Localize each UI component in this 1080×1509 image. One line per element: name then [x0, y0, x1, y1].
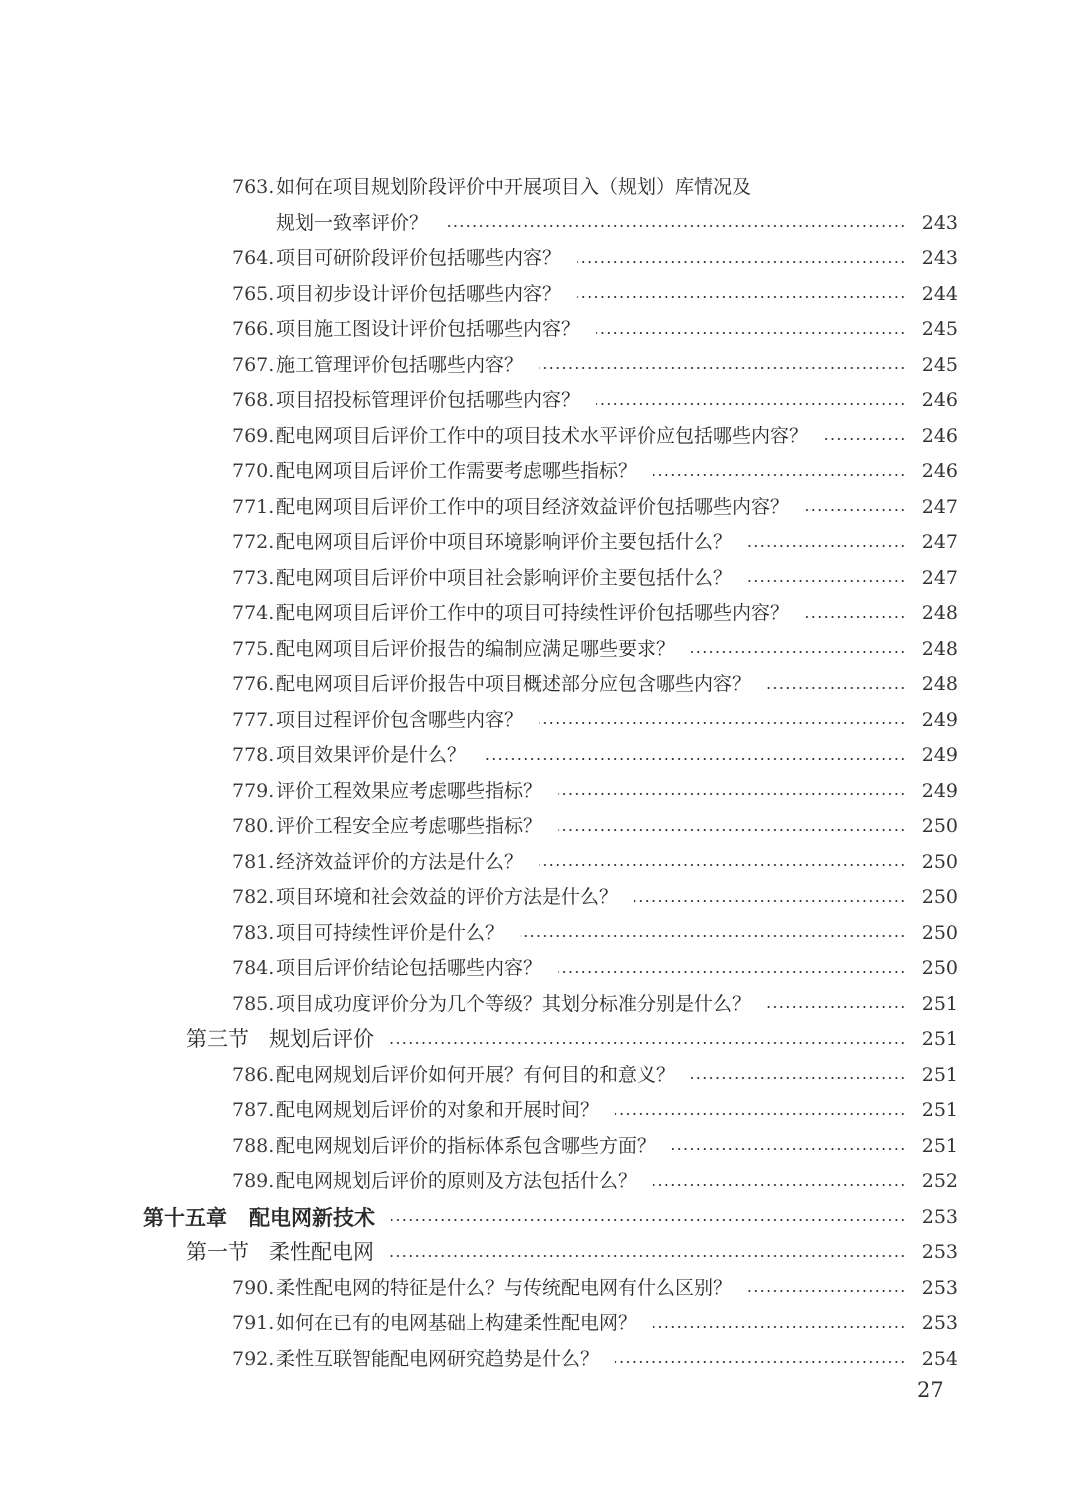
- dot-leader: [672, 1148, 906, 1150]
- toc-entry-row: [0, 916, 1080, 952]
- toc-entry-row: [0, 1058, 1080, 1094]
- dot-leader: [634, 900, 906, 902]
- toc-entry-number: 784.: [232, 957, 275, 979]
- toc-section-row: [0, 1022, 1080, 1058]
- toc-page-number: 247: [921, 531, 958, 553]
- toc-entry-title: 项目成功度评价分为几个等级？其划分标准分别是什么？: [276, 992, 752, 1015]
- toc-entry-title: 施工管理评价包括哪些内容？: [276, 353, 524, 376]
- toc-entry-number: 781.: [232, 850, 275, 873]
- toc-entry-title: 配电网项目后评价报告中项目概述部分应包含哪些内容？: [276, 673, 752, 695]
- dot-leader: [577, 296, 906, 298]
- toc-entry-number: 778.: [232, 744, 275, 766]
- toc-page-number: 253: [921, 1276, 958, 1299]
- toc-entry-number: 789.: [232, 1170, 275, 1192]
- toc-entry-row: [0, 312, 1080, 348]
- toc-entry-row: [0, 383, 1080, 419]
- toc-entry-title: 项目效果评价是什么？: [276, 744, 467, 766]
- dot-leader: [615, 1361, 906, 1363]
- toc-entry-title: 配电网新技术: [249, 1204, 375, 1230]
- toc-page-number: 246: [921, 389, 958, 411]
- toc-entry-number: 782.: [232, 886, 275, 908]
- toc-entry-row: [0, 206, 1080, 242]
- toc-entry-number: 772.: [232, 531, 275, 553]
- toc-page-number: 246: [921, 424, 958, 447]
- toc-entry-title: 配电网项目后评价工作中的项目技术水平评价应包括哪些内容？: [276, 424, 809, 447]
- toc-entry-row: [0, 809, 1080, 845]
- dot-leader: [691, 651, 906, 653]
- toc-page-number: 249: [921, 779, 958, 802]
- dot-leader: [482, 758, 906, 760]
- toc-entry-title: 柔性配电网: [269, 1240, 374, 1264]
- toc-entry-row: [0, 1093, 1080, 1129]
- dot-leader: [748, 1290, 906, 1292]
- toc-page-number: 245: [921, 353, 958, 376]
- toc-entry-row: [0, 738, 1080, 774]
- dot-leader: [805, 616, 906, 618]
- toc-entry-title: 配电网项目后评价工作需要考虑哪些指标？: [276, 460, 638, 482]
- dot-leader: [653, 1326, 906, 1328]
- toc-page-number: 251: [921, 1134, 958, 1157]
- toc-entry-title: 配电网规划后评价如何开展？有何目的和意义？: [276, 1063, 676, 1086]
- toc-entry-title: 配电网项目后评价报告的编制应满足哪些要求？: [276, 637, 676, 660]
- toc-entry-title: 柔性互联智能配电网研究趋势是什么？: [276, 1347, 600, 1370]
- toc-page-number: 250: [921, 957, 958, 979]
- chapter-label: 第十五章: [143, 1204, 227, 1230]
- toc-entry-row: [0, 348, 1080, 384]
- toc-entry-title: 项目后评价结论包括哪些内容？: [276, 957, 543, 979]
- table-of-contents: [0, 170, 1080, 1377]
- dot-leader: [539, 367, 906, 369]
- toc-entry-number: 775.: [232, 637, 275, 660]
- toc-entry-row: [0, 1129, 1080, 1165]
- toc-entry-title: 配电网规划后评价的指标体系包含哪些方面？: [276, 1134, 657, 1157]
- toc-page-number: 245: [921, 318, 958, 340]
- section-label: 第三节: [186, 1027, 249, 1051]
- toc-entry-row: [0, 774, 1080, 810]
- toc-page-number: 250: [921, 815, 958, 837]
- toc-entry-title: 规划一致率评价？: [276, 211, 429, 234]
- dot-leader: [691, 1077, 906, 1079]
- toc-entry-number: 779.: [232, 779, 275, 802]
- dot-leader: [596, 403, 906, 405]
- toc-page-number: 249: [921, 708, 958, 731]
- toc-entry-title: 配电网规划后评价的对象和开展时间？: [276, 1099, 600, 1121]
- toc-page-number: 253: [921, 1241, 958, 1263]
- toc-page-number: 249: [921, 744, 958, 766]
- dot-leader: [824, 438, 906, 440]
- toc-entry-title: 柔性配电网的特征是什么？与传统配电网有什么区别？: [276, 1276, 733, 1299]
- toc-entry-number: 764.: [232, 247, 275, 269]
- toc-entry-number: 769.: [232, 424, 275, 447]
- toc-entry-title: 评价工程安全应考虑哪些指标？: [276, 815, 543, 837]
- toc-entry-number: 787.: [232, 1099, 275, 1121]
- toc-entry-number: 776.: [232, 673, 275, 695]
- toc-page-number: 248: [921, 673, 958, 695]
- toc-page-number: 248: [921, 602, 958, 624]
- dot-leader: [748, 545, 906, 547]
- toc-entry-row: [0, 987, 1080, 1023]
- dot-leader: [596, 332, 906, 334]
- toc-entry-number: 771.: [232, 495, 275, 518]
- toc-entry-title: 如何在项目规划阶段评价中开展项目入（规划）库情况及: [276, 176, 752, 198]
- toc-entry-row: [0, 419, 1080, 455]
- dot-leader: [520, 935, 906, 937]
- toc-entry-number: 792.: [232, 1347, 275, 1370]
- toc-entry-number: 767.: [232, 353, 275, 376]
- toc-page-number: 246: [921, 460, 958, 482]
- toc-entry-row: [0, 951, 1080, 987]
- toc-entry-title: 项目可研阶段评价包括哪些内容？: [276, 247, 562, 269]
- toc-entry-title: 配电网项目后评价中项目社会影响评价主要包括什么？: [276, 566, 733, 589]
- toc-entry-title: 配电网项目后评价工作中的项目经济效益评价包括哪些内容？: [276, 495, 790, 518]
- toc-entry-row: [0, 667, 1080, 703]
- toc-page-number: 243: [921, 211, 958, 234]
- toc-entry-title: 项目可持续性评价是什么？: [276, 921, 505, 944]
- toc-chapter-row: [0, 1200, 1080, 1236]
- toc-page-number: 248: [921, 637, 958, 660]
- dot-leader: [390, 1255, 906, 1257]
- dot-leader: [653, 474, 906, 476]
- toc-section-row: [0, 1235, 1080, 1271]
- toc-entry-title: 项目初步设计评价包括哪些内容？: [276, 282, 562, 305]
- dot-leader: [577, 261, 906, 263]
- dot-leader: [558, 971, 906, 973]
- toc-entry-row: [0, 880, 1080, 916]
- dot-leader: [539, 864, 906, 866]
- toc-entry-title: 规划后评价: [269, 1027, 374, 1051]
- toc-entry-title: 评价工程效果应考虑哪些指标？: [276, 779, 543, 802]
- toc-entry-row: [0, 525, 1080, 561]
- toc-entry-row: [0, 241, 1080, 277]
- toc-entry-number: 768.: [232, 389, 275, 411]
- toc-page-number: 251: [921, 1063, 958, 1086]
- toc-entry-number: 786.: [232, 1063, 275, 1086]
- toc-page-number: 243: [921, 247, 958, 269]
- dot-leader: [391, 1219, 906, 1221]
- dot-leader: [653, 1184, 906, 1186]
- toc-entry-number: 780.: [232, 815, 275, 837]
- toc-entry-title: 项目施工图设计评价包括哪些内容？: [276, 318, 581, 340]
- dot-leader: [558, 793, 906, 795]
- dot-leader: [805, 509, 906, 511]
- toc-entry-title: 配电网规划后评价的原则及方法包括什么？: [276, 1170, 638, 1192]
- section-label: 第一节: [186, 1240, 249, 1264]
- toc-page-number: 247: [921, 495, 958, 518]
- dot-leader: [444, 225, 906, 227]
- toc-entry-title: 项目环境和社会效益的评价方法是什么？: [276, 886, 619, 908]
- toc-entry-row: [0, 703, 1080, 739]
- toc-entry-number: 765.: [232, 282, 275, 305]
- toc-page-number: 253: [921, 1312, 958, 1334]
- toc-entry-number: 773.: [232, 566, 275, 589]
- toc-page-number: 244: [921, 282, 958, 305]
- dot-leader: [767, 1006, 906, 1008]
- toc-page-number: 251: [921, 1028, 958, 1050]
- dot-leader: [558, 829, 906, 831]
- toc-entry-row: [0, 845, 1080, 881]
- toc-entry-number: 783.: [232, 921, 275, 944]
- toc-entry-row: [0, 1342, 1080, 1378]
- toc-page-number: 247: [921, 566, 958, 589]
- toc-entry-title: 经济效益评价的方法是什么？: [276, 850, 524, 873]
- toc-entry-number: 790.: [232, 1276, 275, 1299]
- toc-entry-number: 791.: [232, 1312, 275, 1334]
- toc-entry-number: 766.: [232, 318, 275, 340]
- toc-page-number: 251: [921, 1099, 958, 1121]
- toc-entry-number: 770.: [232, 460, 275, 482]
- toc-page-number: 250: [921, 850, 958, 873]
- toc-entry-number: 763.: [232, 176, 275, 198]
- toc-page-number: 253: [921, 1205, 958, 1228]
- toc-entry-title: 如何在已有的电网基础上构建柔性配电网？: [276, 1312, 638, 1334]
- dot-leader: [615, 1113, 906, 1115]
- toc-entry-title: 配电网项目后评价中项目环境影响评价主要包括什么？: [276, 531, 733, 553]
- toc-page-number: 252: [921, 1170, 958, 1192]
- dot-leader: [767, 687, 906, 689]
- toc-entry-row: [0, 1306, 1080, 1342]
- toc-page-number: 250: [921, 921, 958, 944]
- page-number: 27: [917, 1378, 944, 1402]
- toc-entry-row: [0, 1271, 1080, 1307]
- toc-page-number: 254: [921, 1347, 958, 1370]
- toc-page-number: 250: [921, 886, 958, 908]
- toc-entry-row: [0, 170, 1080, 206]
- toc-entry-number: 788.: [232, 1134, 275, 1157]
- toc-entry-number: 785.: [232, 992, 275, 1015]
- toc-entry-row: [0, 632, 1080, 668]
- toc-entry-row: [0, 596, 1080, 632]
- toc-entry-row: [0, 1164, 1080, 1200]
- toc-entry-title: 项目招投标管理评价包括哪些内容？: [276, 389, 581, 411]
- toc-page-number: 251: [921, 992, 958, 1015]
- toc-entry-number: 777.: [232, 708, 275, 731]
- toc-entry-title: 项目过程评价包含哪些内容？: [276, 708, 524, 731]
- toc-entry-row: [0, 277, 1080, 313]
- toc-entry-title: 配电网项目后评价工作中的项目可持续性评价包括哪些内容？: [276, 602, 790, 624]
- toc-entry-row: [0, 490, 1080, 526]
- toc-entry-number: 774.: [232, 602, 275, 624]
- dot-leader: [748, 580, 906, 582]
- dot-leader: [539, 722, 906, 724]
- toc-entry-row: [0, 561, 1080, 597]
- dot-leader: [390, 1042, 906, 1044]
- toc-entry-row: [0, 454, 1080, 490]
